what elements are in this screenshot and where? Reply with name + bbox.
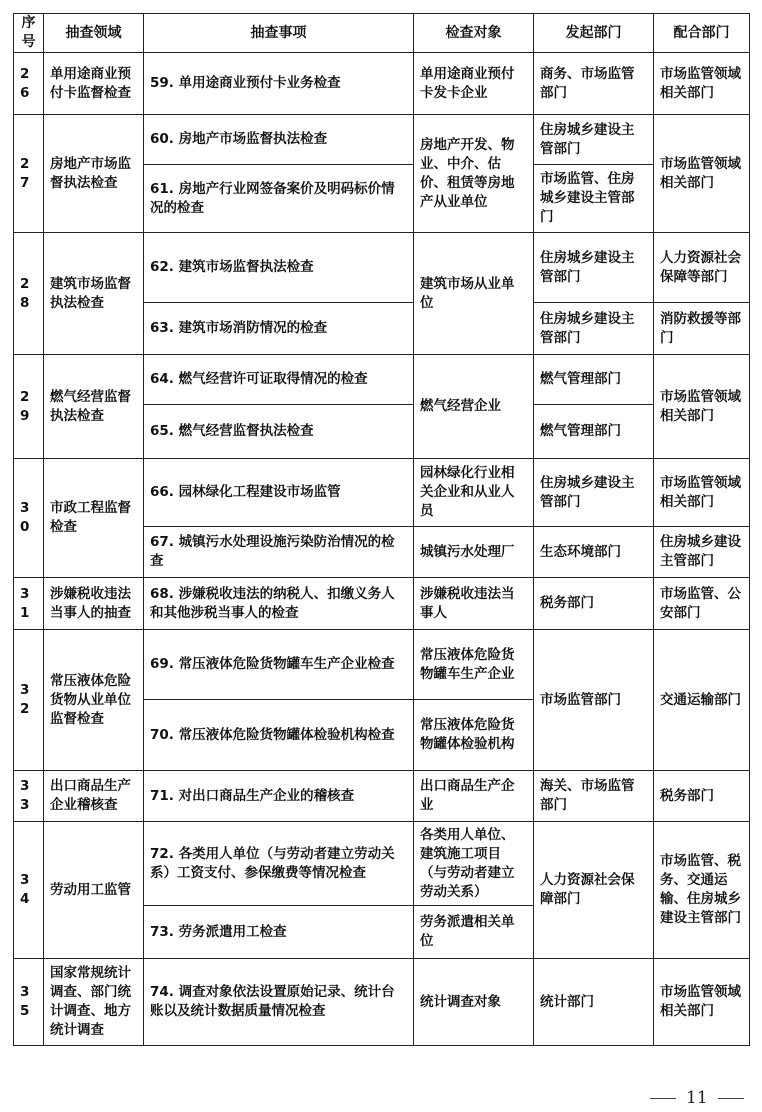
page-dash-right [718,1098,744,1099]
coop-cell: 消防救援等部门 [654,303,750,355]
item-cell: 74. 调查对象依法设置原始记录、统计台账以及统计数据质量情况检查 [144,959,414,1046]
item-cell: 59. 单用途商业预付卡业务检查 [144,53,414,115]
target-cell: 涉嫌税收违法当事人 [414,578,534,630]
target-cell: 房地产开发、物业、中介、估价、租赁等房地产从业单位 [414,115,534,233]
coop-cell: 市场监管领域相关部门 [654,959,750,1046]
row-number: 33 [14,771,44,822]
item-cell: 66. 园林绿化工程建设市场监管 [144,459,414,527]
item-cell: 64. 燃气经营许可证取得情况的检查 [144,355,414,405]
target-cell: 各类用人单位、建筑施工项目（与劳动者建立劳动关系） [414,822,534,906]
item-cell: 65. 燃气经营监督执法检查 [144,405,414,459]
table-row [14,771,750,822]
item-cell: 60. 房地产市场监督执法检查 [144,115,414,165]
table-header-row [14,14,750,53]
target-cell: 城镇污水处理厂 [414,527,534,578]
table-row [14,115,750,165]
item-cell: 61. 房地产行业网签备案价及明码标价情况的检查 [144,165,414,233]
target-cell: 建筑市场从业单位 [414,233,534,355]
page-number: 11 [686,1088,708,1108]
inspection-table [13,13,750,1046]
row-number: 35 [14,959,44,1046]
item-cell: 73. 劳务派遣用工检查 [144,906,414,959]
target-cell: 统计调查对象 [414,959,534,1046]
initiator-cell: 税务部门 [534,578,654,630]
area-cell: 劳动用工监管 [44,822,144,959]
area-cell: 燃气经营监督执法检查 [44,355,144,459]
table-row [14,959,750,1046]
row-number: 27 [14,115,44,233]
area-cell: 涉嫌税收违法当事人的抽查 [44,578,144,630]
initiator-cell: 市场监管部门 [534,630,654,771]
header-no: 序号 [14,14,44,53]
area-cell: 房地产市场监督执法检查 [44,115,144,233]
area-cell: 出口商品生产企业稽核查 [44,771,144,822]
header-item: 抽查事项 [144,14,414,53]
page-footer [640,1088,754,1108]
header-target: 检查对象 [414,14,534,53]
table-row [14,355,750,405]
row-number: 28 [14,233,44,355]
initiator-cell: 燃气管理部门 [534,355,654,405]
coop-cell: 市场监管领域相关部门 [654,355,750,459]
item-cell: 72. 各类用人单位（与劳动者建立劳动关系）工资支付、参保缴费等情况检查 [144,822,414,906]
target-cell: 常压液体危险货物罐车生产企业 [414,630,534,700]
table-row [14,578,750,630]
item-cell: 70. 常压液体危险货物罐体检验机构检查 [144,700,414,771]
initiator-cell: 生态环境部门 [534,527,654,578]
header-initiator: 发起部门 [534,14,654,53]
row-number: 30 [14,459,44,578]
coop-cell: 市场监管领域相关部门 [654,53,750,115]
area-cell: 单用途商业预付卡监督检查 [44,53,144,115]
row-number: 31 [14,578,44,630]
initiator-cell: 人力资源社会保障部门 [534,822,654,959]
target-cell: 燃气经营企业 [414,355,534,459]
item-cell: 67. 城镇污水处理设施污染防治情况的检查 [144,527,414,578]
target-cell: 出口商品生产企业 [414,771,534,822]
item-cell: 69. 常压液体危险货物罐车生产企业检查 [144,630,414,700]
target-cell: 劳务派遣相关单位 [414,906,534,959]
row-number: 32 [14,630,44,771]
coop-cell: 住房城乡建设主管部门 [654,527,750,578]
area-cell: 市政工程监督检查 [44,459,144,578]
table-row [14,233,750,303]
target-cell: 园林绿化行业相关企业和从业人员 [414,459,534,527]
target-cell: 单用途商业预付卡发卡企业 [414,53,534,115]
area-cell: 国家常规统计调查、部门统计调查、地方统计调查 [44,959,144,1046]
table-row [14,459,750,527]
initiator-cell: 市场监管、住房城乡建设主管部门 [534,165,654,233]
initiator-cell: 住房城乡建设主管部门 [534,233,654,303]
initiator-cell: 住房城乡建设主管部门 [534,303,654,355]
row-number: 34 [14,822,44,959]
coop-cell: 人力资源社会保障等部门 [654,233,750,303]
page-dash-left [650,1098,676,1099]
item-cell: 68. 涉嫌税收违法的纳税人、扣缴义务人和其他涉税当事人的检查 [144,578,414,630]
coop-cell: 市场监管、税务、交通运输、住房城乡建设主管部门 [654,822,750,959]
row-number: 29 [14,355,44,459]
coop-cell: 税务部门 [654,771,750,822]
area-cell: 常压液体危险货物从业单位监督检查 [44,630,144,771]
initiator-cell: 住房城乡建设主管部门 [534,115,654,165]
item-cell: 62. 建筑市场监督执法检查 [144,233,414,303]
row-number: 26 [14,53,44,115]
coop-cell: 市场监管领域相关部门 [654,115,750,233]
initiator-cell: 海关、市场监管部门 [534,771,654,822]
initiator-cell: 统计部门 [534,959,654,1046]
target-cell: 常压液体危险货物罐体检验机构 [414,700,534,771]
coop-cell: 市场监管领域相关部门 [654,459,750,527]
table-row [14,822,750,906]
initiator-cell: 住房城乡建设主管部门 [534,459,654,527]
area-cell: 建筑市场监督执法检查 [44,233,144,355]
item-cell: 71. 对出口商品生产企业的稽核查 [144,771,414,822]
coop-cell: 交通运输部门 [654,630,750,771]
table-row [14,53,750,115]
header-coop: 配合部门 [654,14,750,53]
item-cell: 63. 建筑市场消防情况的检查 [144,303,414,355]
initiator-cell: 燃气管理部门 [534,405,654,459]
initiator-cell: 商务、市场监管部门 [534,53,654,115]
coop-cell: 市场监管、公安部门 [654,578,750,630]
header-area: 抽查领域 [44,14,144,53]
table-row [14,630,750,700]
